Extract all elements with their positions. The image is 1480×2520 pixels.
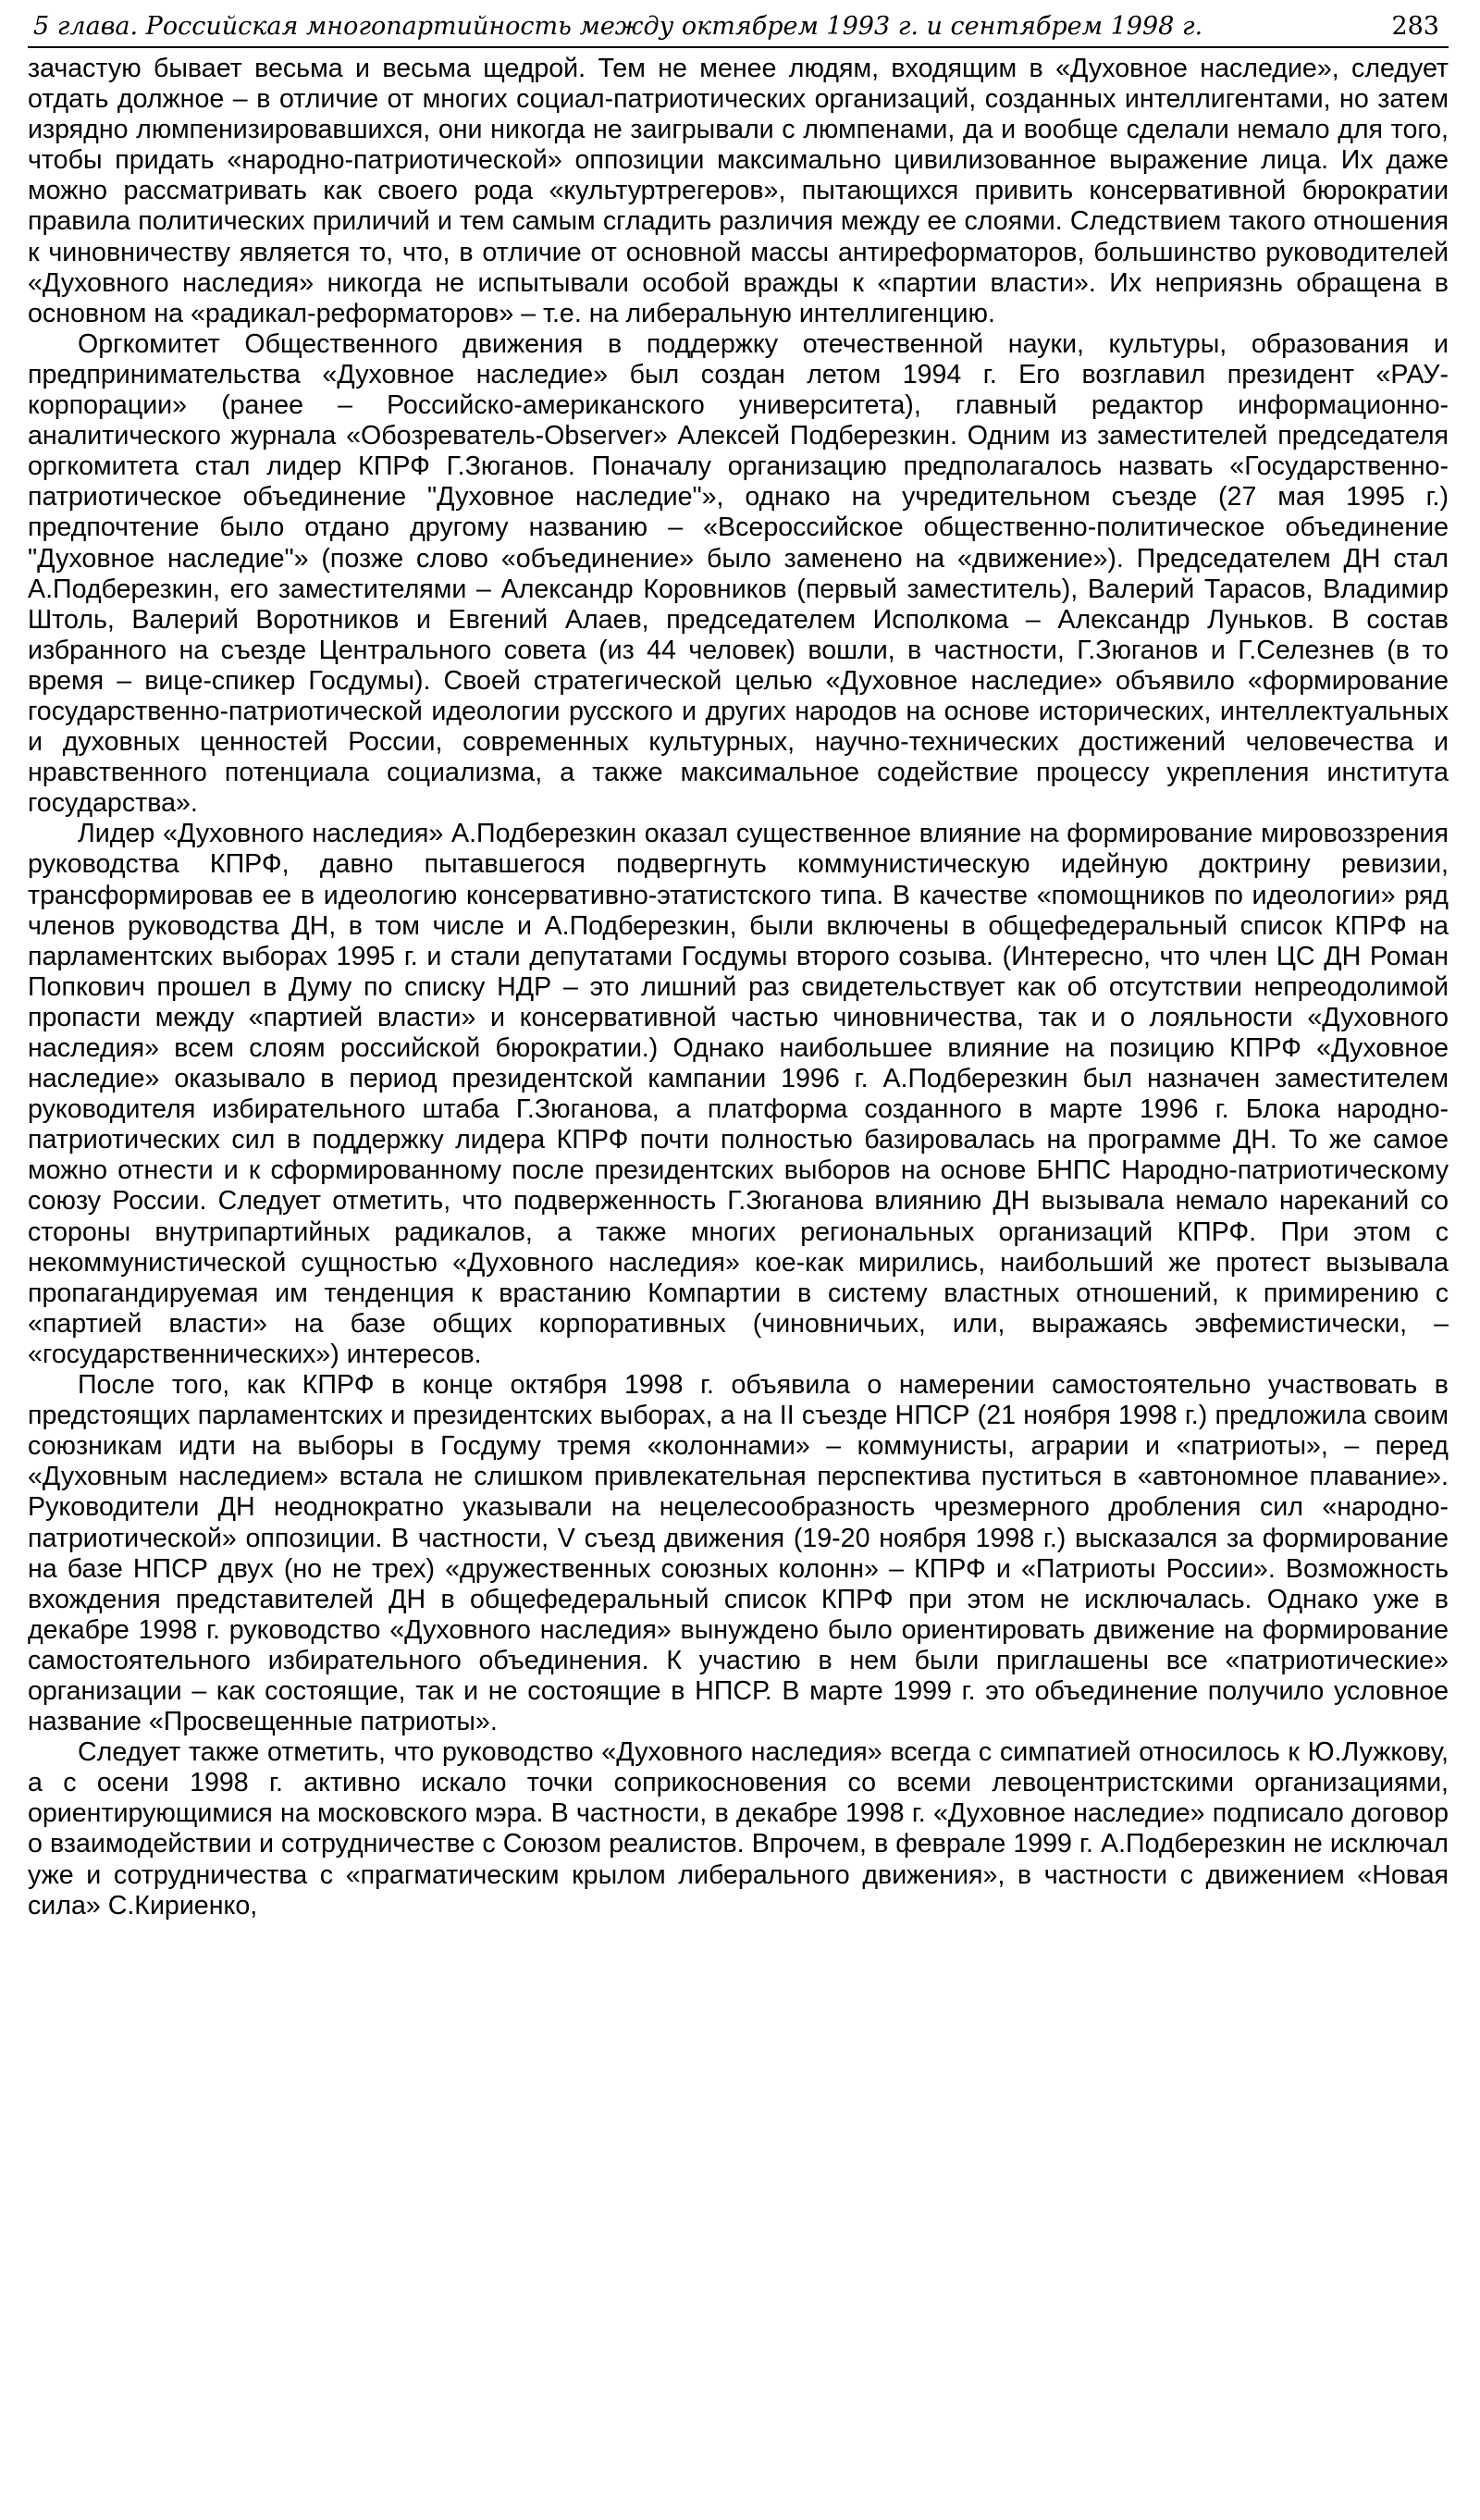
- paragraph: Следует также отметить, что руководство «Духовного наследия» всегда с симпатией относилось к Ю.Лужкову, а с осени 1998 г. активно искало точки соприкосновения со всеми левоцентристскими организациями, ориентирующимися на московского мэра. В частности, в декабре 1998 г. «Духовное наследие» подписало договор о взаимодействии и сотрудничестве с Союзом реалистов. Впрочем, в феврале 1999 г. А.Подберезкин не исключал уже и сотрудничества с «прагматическим крылом либерального движения», в частности с движением «Новая сила» С.Кириенко,: [28, 1737, 1449, 1921]
- paragraph: Оргкомитет Общественного движения в поддержку отечественной науки, культуры, образования и предпринимательства «Духовное наследие» был создан летом 1994 г. Его возглавил президент «РАУ-корпорации» (ранее – Российско-американского университета), главный редактор информационно-аналитического журнала «Обозреватель-Observer» Алексей Подберезкин. Одним из заместителей председателя оргкомитета стал лидер КПРФ Г.Зюганов. Поначалу организацию предполагалось назвать «Государственно-патриотическое объединение "Духовное наследие"», однако на учредительном съезде (27 мая 1995 г.) предпочтение было отдано другому названию – «Всероссийское общественно-политическое объединение "Духовное наследие"» (позже слово «объединение» было заменено на «движение»). Председателем ДН стал А.Подберезкин, его заместителями – Александр Коровников (первый заместитель), Валерий Тарасов, Владимир Штоль, Валерий Воротников и Евгений Алаев, председателем Исполкома – Александр Луньков. В состав избранного на съезде Центрального совета (из 44 человек) вошли, в частности, Г.Зюганов и Г.Селезнев (в то время – вице-спикер Госдумы). Своей стратегической целью «Духовное наследие» объявило «формирование государственно-патриотической идеологии русского и других народов на основе исторических, интеллектуальных и духовных ценностей России, современных культурных, научно-технических достижений человечества и нравственного потенциала социализма, а также максимальное содействие процессу укрепления института государства».: [28, 328, 1449, 819]
- page-number: 283: [1391, 12, 1439, 41]
- chapter-title: 5 глава. Российская многопартийность между октябрем 1993 г. и сентябрем 1998 г.: [33, 12, 1203, 41]
- running-header: [28, 7, 1449, 48]
- paragraph: После того, как КПРФ в конце октября 1998 г. объявила о намерении самостоятельно участвовать в предстоящих парламентских и президентских выборах, а на II съезде НПСР (21 ноября 1998 г.) предложила своим союзникам идти на выборы в Госдуму тремя «колоннами» – коммунисты, аграрии и «патриоты», – перед «Духовным наследием» встала не слишком привлекательная перспектива пуститься в «автономное плавание». Руководители ДН неоднократно указывали на нецелесообразность чрезмерного дробления сил «народно-патриотической» оппозиции. В частности, V съезд движения (19-20 ноября 1998 г.) высказался за формирование на базе НПСР двух (но не трех) «дружественных союзных колонн» – КПРФ и «Патриоты России». Возможность вхождения представителей ДН в общефедеральный список КПРФ при этом не исключалась. Однако уже в декабре 1998 г. руководство «Духовного наследия» вынуждено было ориентировать движение на формирование самостоятельного избирательного объединения. К участию в нем были приглашены все «патриотические» организации – как состоящие, так и не состоящие в НПСР. В марте 1999 г. это объединение получило условное название «Просвещенные патриоты».: [28, 1370, 1449, 1737]
- paragraph-continued: зачастую бывает весьма и весьма щедрой. Тем не менее людям, входящим в «Духовное наследие», следует отдать должное – в отличие от многих социал-патриотических организаций, созданных интеллигентами, но затем изрядно люмпенизировавшихся, они никогда не заигрывали с люмпенами, да и вообще сделали немало для того, чтобы придать «народно-патриотической» оппозиции максимально цивилизованное выражение лица. Их даже можно рассматривать как своего рода «культуртрегеров», пытающихся привить консервативной бюрократии правила политических приличий и тем самым сгладить различия между ее слоями. Следствием такого отношения к чиновничеству является то, что, в отличие от основной массы антиреформаторов, большинство руководителей «Духовного наследия» никогда не испытывали особой вражды к «партии власти». Их неприязнь обращена в основном на «радикал-реформаторов» – т.е. на либеральную интеллигенцию.: [28, 54, 1449, 328]
- body-text: [28, 54, 1449, 1921]
- document-page: [28, 7, 1449, 2505]
- paragraph: Лидер «Духовного наследия» А.Подберезкин оказал существенное влияние на формирование мировоззрения руководства КПРФ, давно пытавшегося подвергнуть коммунистическую идейную доктрину ревизии, трансформировав ее в идеологию консервативно-этатистского типа. В качестве «помощников по идеологии» ряд членов руководства ДН, в том числе и А.Подберезкин, были включены в общефедеральный список КПРФ на парламентских выборах 1995 г. и стали депутатами Госдумы второго созыва. (Интересно, что член ЦС ДН Роман Попкович прошел в Думу по списку НДР – это лишний раз свидетельствует как об отсутствии непреодолимой пропасти между «партией власти» и консервативной частью чиновничества, так и о лояльности «Духовного наследия» всем слоям российской бюрократии.) Однако наибольшее влияние на позицию КПРФ «Духовное наследие» оказывало в период президентской кампании 1996 г. А.Подберезкин был назначен заместителем руководителя избирательного штаба Г.Зюганова, а платформа созданного в марте 1996 г. Блока народно-патриотических сил в поддержку лидера КПРФ почти полностью базировалась на программе ДН. То же самое можно отнести и к сформированному после президентских выборов на основе БНПС Народно-патриотическому союзу России. Следует отметить, что подверженность Г.Зюганова влиянию ДН вызывала немало нареканий со стороны внутрипартийных радикалов, а также многих региональных организаций КПРФ. При этом с некоммунистической сущностью «Духовного наследия» кое-как мирились, наибольший же протест вызывала пропагандируемая им тенденция к врастанию Компартии в систему властных отношений, к примирению с «партией власти» на базе общих корпоративных (чиновничьих, или, выражаясь эвфемистически, – «государственнических») интересов.: [28, 819, 1449, 1369]
